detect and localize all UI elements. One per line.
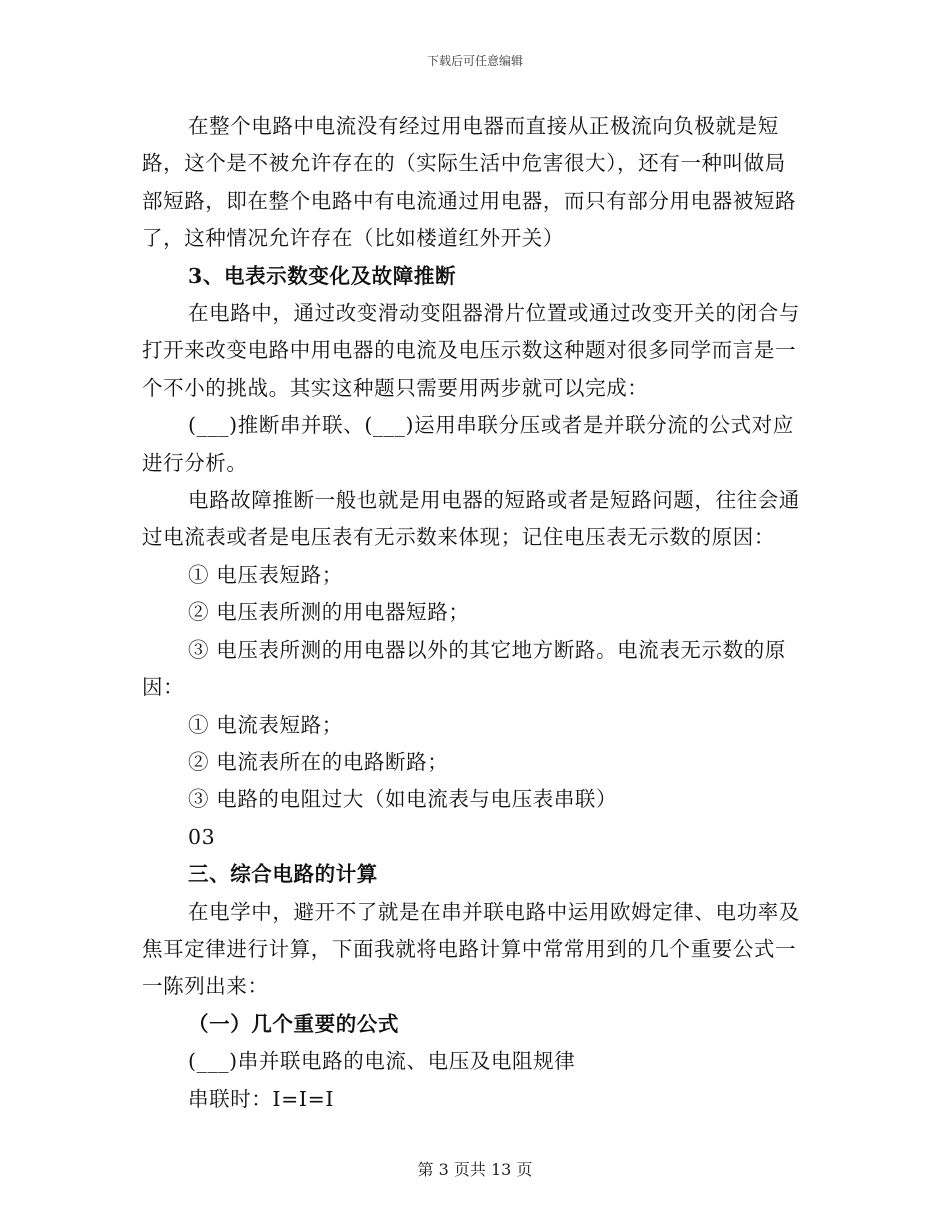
paragraph-meter-change-intro: 在电路中，通过改变滑动变阻器滑片位置或通过改变开关的闭合与打开来改变电路中用电器的电流及电压示数这种题对很多同学而言是一个不小的挑战。其实这种题只需要用两步就可以完成： <box>142 301 800 400</box>
paragraph-series-formula: 串联时：I=I=I <box>188 1086 335 1111</box>
paragraph-calc-intro: 在电学中，避开不了就是在串并联电路中运用欧姆定律、电功率及焦耳定律进行计算，下面我就将电路计算中常常用到的几个重要公式一一陈列出来： <box>142 899 800 999</box>
paragraph-short-circuit: 在整个电路中电流没有经过用电器而直接从正极流向负极就是短路，这个是不被允许存在的（实际生活中危害很大），还有一种叫做局部短路，即在整个电路中有电流通过用电器，而只有部分用电器被短路了，这种情况允许存在（比如楼道红外开关） <box>142 114 797 251</box>
paragraph-series-parallel-rules: (___)串并联电路的电流、电压及电阻规律 <box>188 1049 576 1074</box>
page-footer-number: 第 3 页共 13 页 <box>417 1160 533 1179</box>
list-item-voltmeter-3: ③ 电压表所测的用电器以外的其它地方断路。电流表无示数的原因： <box>142 637 786 700</box>
list-item-ammeter-2: ② 电流表所在的电路断路； <box>188 749 449 774</box>
list-item-ammeter-3: ③ 电路的电阻过大（如电流表与电压表串联） <box>188 787 618 812</box>
paragraph-two-steps: (___)推断串并联、(___)运用串联分压或者是并联分流的公式对应进行分析。 <box>142 413 794 475</box>
subsection-heading-formulas: （一）几个重要的公式 <box>188 1011 399 1036</box>
section-heading-circuit-calc: 三、综合电路的计算 <box>188 862 378 887</box>
list-item-voltmeter-1: ① 电压表短路； <box>188 562 343 587</box>
section-number: 03 <box>188 824 216 849</box>
page-header-note: 下载后可任意编辑 <box>426 54 523 68</box>
document-body <box>142 108 802 1118</box>
paragraph-fault-diagnosis: 电路故障推断一般也就是用电器的短路或者是短路问题，往往会通过电流表或者是电压表有无示数来体现；记住电压表无示数的原因： <box>142 488 800 550</box>
section-heading-meter-reading: 3、电表示数变化及故障推断 <box>188 263 457 288</box>
list-item-ammeter-1: ① 电流表短路； <box>188 712 343 737</box>
list-item-voltmeter-2: ② 电压表所测的用电器短路； <box>188 600 470 625</box>
